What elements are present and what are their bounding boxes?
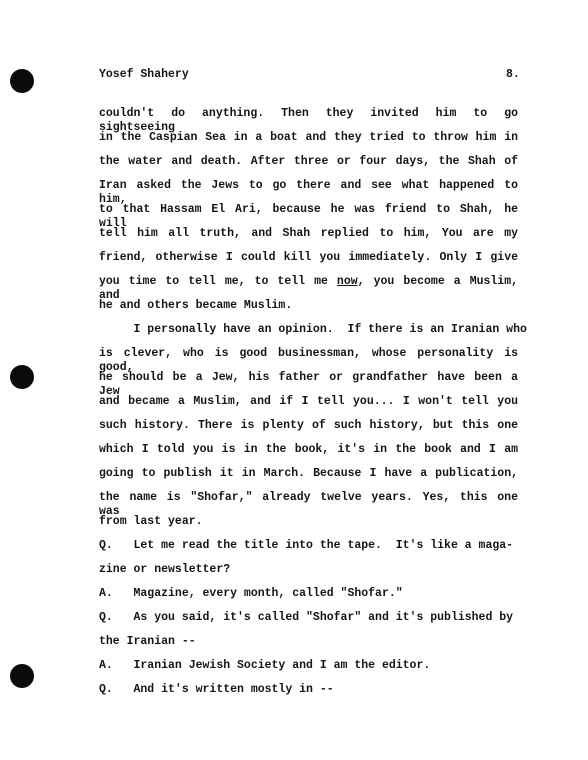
binder-hole-bottom	[10, 664, 34, 688]
binder-hole-top	[10, 69, 34, 93]
question-line: Q. As you said, it's called "Shofar" and it's published by	[99, 611, 514, 624]
text-line: from last year.	[99, 515, 203, 528]
text-line: he should be a Jew, his father or grandfather have been a Jew	[99, 371, 518, 398]
answer-line: A. Magazine, every month, called "Shofar."	[99, 587, 403, 600]
question-line: Q. Let me read the title into the tape. It's like a maga-	[99, 539, 514, 552]
paragraph-start: I personally have an opinion. If there is an Iranian who	[99, 323, 527, 336]
text-line: to that Hassam El Ari, because he was friend to Shah, he will	[99, 203, 518, 230]
text-line: tell him all truth, and Shah replied to him, You are my	[99, 227, 518, 240]
text-line: couldn't do anything. Then they invited him to go sightseeing	[99, 107, 518, 134]
underlined-word-now: now	[336, 275, 358, 288]
text-line: friend, otherwise I could kill you immediately. Only I give	[99, 251, 518, 264]
text-line: the water and death. After three or four days, the Shah of	[99, 155, 518, 168]
text-line: and became a Muslim, and if I tell you... I won't tell you	[99, 395, 518, 408]
text-line: zine or newsletter?	[99, 563, 231, 576]
page-number: 8.	[506, 68, 520, 81]
text-line: such history. There is plenty of such history, but this one	[99, 419, 518, 432]
header-interviewee-name: Yosef Shahery	[99, 68, 189, 81]
text-line: you time to tell me, to tell me now, you become a Muslim, and	[99, 275, 519, 302]
text-line: which I told you is in the book, it's in the book and I am	[99, 443, 518, 456]
binder-hole-middle	[10, 365, 34, 389]
answer-line: A. Iranian Jewish Society and I am the editor.	[99, 659, 431, 672]
text-line: the Iranian --	[99, 635, 196, 648]
question-line: Q. And it's written mostly in --	[99, 683, 334, 696]
text-line: Iran asked the Jews to go there and see what happened to him,	[99, 179, 518, 206]
text-line: the name is "Shofar," already twelve years. Yes, this one was	[99, 491, 518, 518]
text-line: in the Caspian Sea in a boat and they tried to throw him in	[99, 131, 518, 144]
text-line: is clever, who is good businessman, whose personality is good,	[99, 347, 518, 374]
text-line: going to publish it in March. Because I have a publication,	[99, 467, 518, 480]
text-line: he and others became Muslim.	[99, 299, 293, 312]
